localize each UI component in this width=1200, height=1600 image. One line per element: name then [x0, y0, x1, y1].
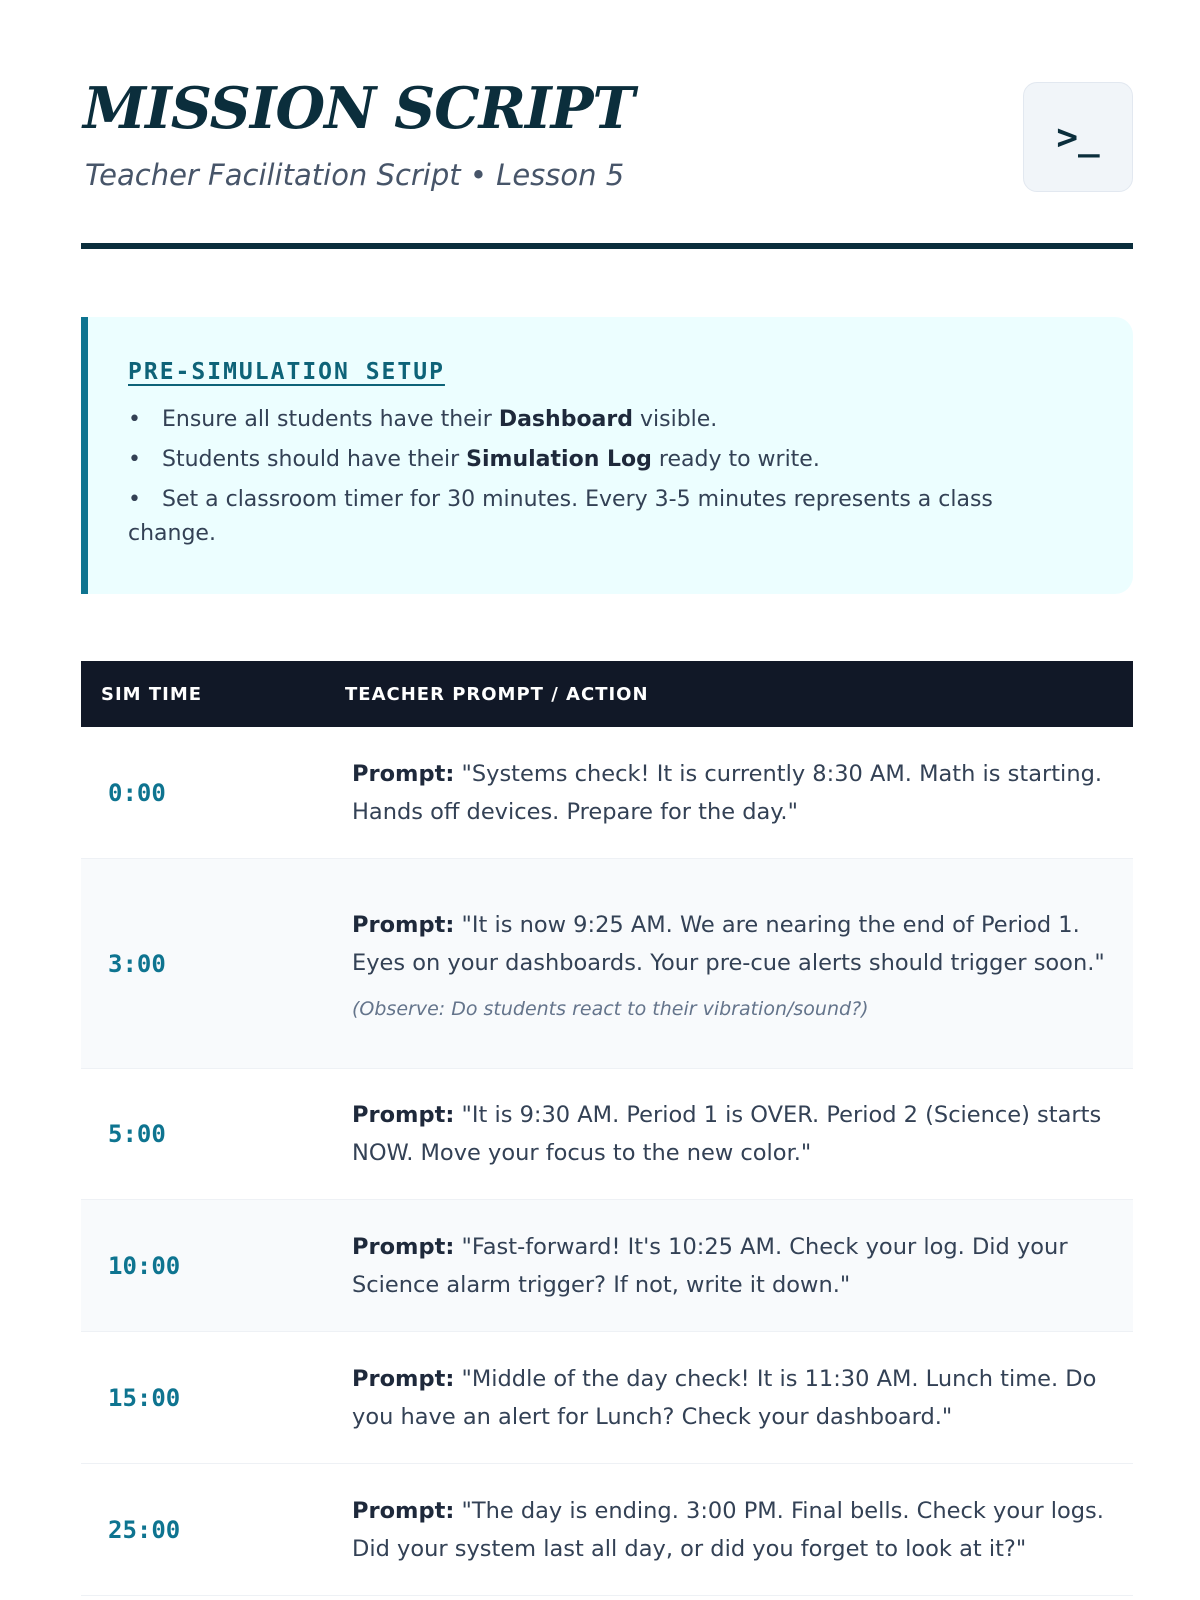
sim-time: 3:00: [108, 949, 166, 978]
script-table: [81, 661, 1133, 1596]
setup-list: [128, 403, 1087, 551]
table-row: [81, 1200, 1133, 1332]
teacher-prompt: Prompt: "Systems check! It is currently 8:30 AM. Math is starting. Hands off devices. Prepare for the day.": [352, 760, 1103, 825]
page-title: MISSION SCRIPT: [83, 75, 634, 142]
setup-item: • Ensure all students have their Dashboard visible.: [128, 407, 718, 432]
page: [81, 0, 1133, 1562]
sim-time: 0:00: [108, 778, 166, 807]
setup-item: • Set a classroom timer for 30 minutes. Every 3-5 minutes represents a class change.: [128, 487, 993, 546]
table-row: [81, 859, 1133, 1069]
setup-callout: [81, 317, 1133, 594]
setup-item: • Students should have their Simulation Log ready to write.: [128, 447, 820, 472]
table-header: [81, 661, 1133, 727]
teacher-prompt: Prompt: "The day is ending. 3:00 PM. Final bells. Check your logs. Did your system last all day, or did you forget to look at it?": [352, 1497, 1104, 1562]
sim-time: 10:00: [108, 1251, 181, 1280]
header-sim-time: SIM TIME: [101, 683, 203, 705]
table-row: [81, 1069, 1133, 1200]
table-row: [81, 1332, 1133, 1464]
sim-time: 25:00: [108, 1515, 181, 1544]
header-divider: [81, 243, 1133, 249]
sim-time: 15:00: [108, 1383, 181, 1412]
sim-time: 5:00: [108, 1120, 166, 1148]
header-teacher-prompt: TEACHER PROMPT / ACTION: [345, 683, 649, 705]
teacher-prompt: Prompt: "Fast-forward! It's 10:25 AM. Check your log. Did your Science alarm trigger? If not, write it down.": [352, 1233, 1068, 1298]
table-row: [81, 727, 1133, 859]
header: [81, 0, 1133, 250]
setup-heading: PRE-SIMULATION SETUP: [128, 359, 445, 385]
teacher-prompt: Prompt: "It is 9:30 AM. Period 1 is OVER. Period 2 (Science) starts NOW. Move your focus to the new color.": [352, 1102, 1102, 1166]
page-subtitle: Teacher Facilitation Script • Lesson 5: [85, 158, 625, 192]
teacher-prompt: Prompt: "Middle of the day check! It is 11:30 AM. Lunch time. Do you have an alert for Lunch? Check your dashboard.": [352, 1365, 1097, 1430]
observe-note: (Observe: Do students react to their vibration/sound?): [352, 997, 869, 1020]
terminal-icon: >_: [1056, 116, 1100, 158]
terminal-button[interactable]: [1023, 82, 1133, 192]
table-row: [81, 1464, 1133, 1596]
teacher-prompt: Prompt: "It is now 9:25 AM. We are nearing the end of Period 1. Eyes on your dashboards. Your pre-cue alerts should trigger soon." (Observe: Do students react to their vibration/sound?): [345, 906, 1133, 1022]
